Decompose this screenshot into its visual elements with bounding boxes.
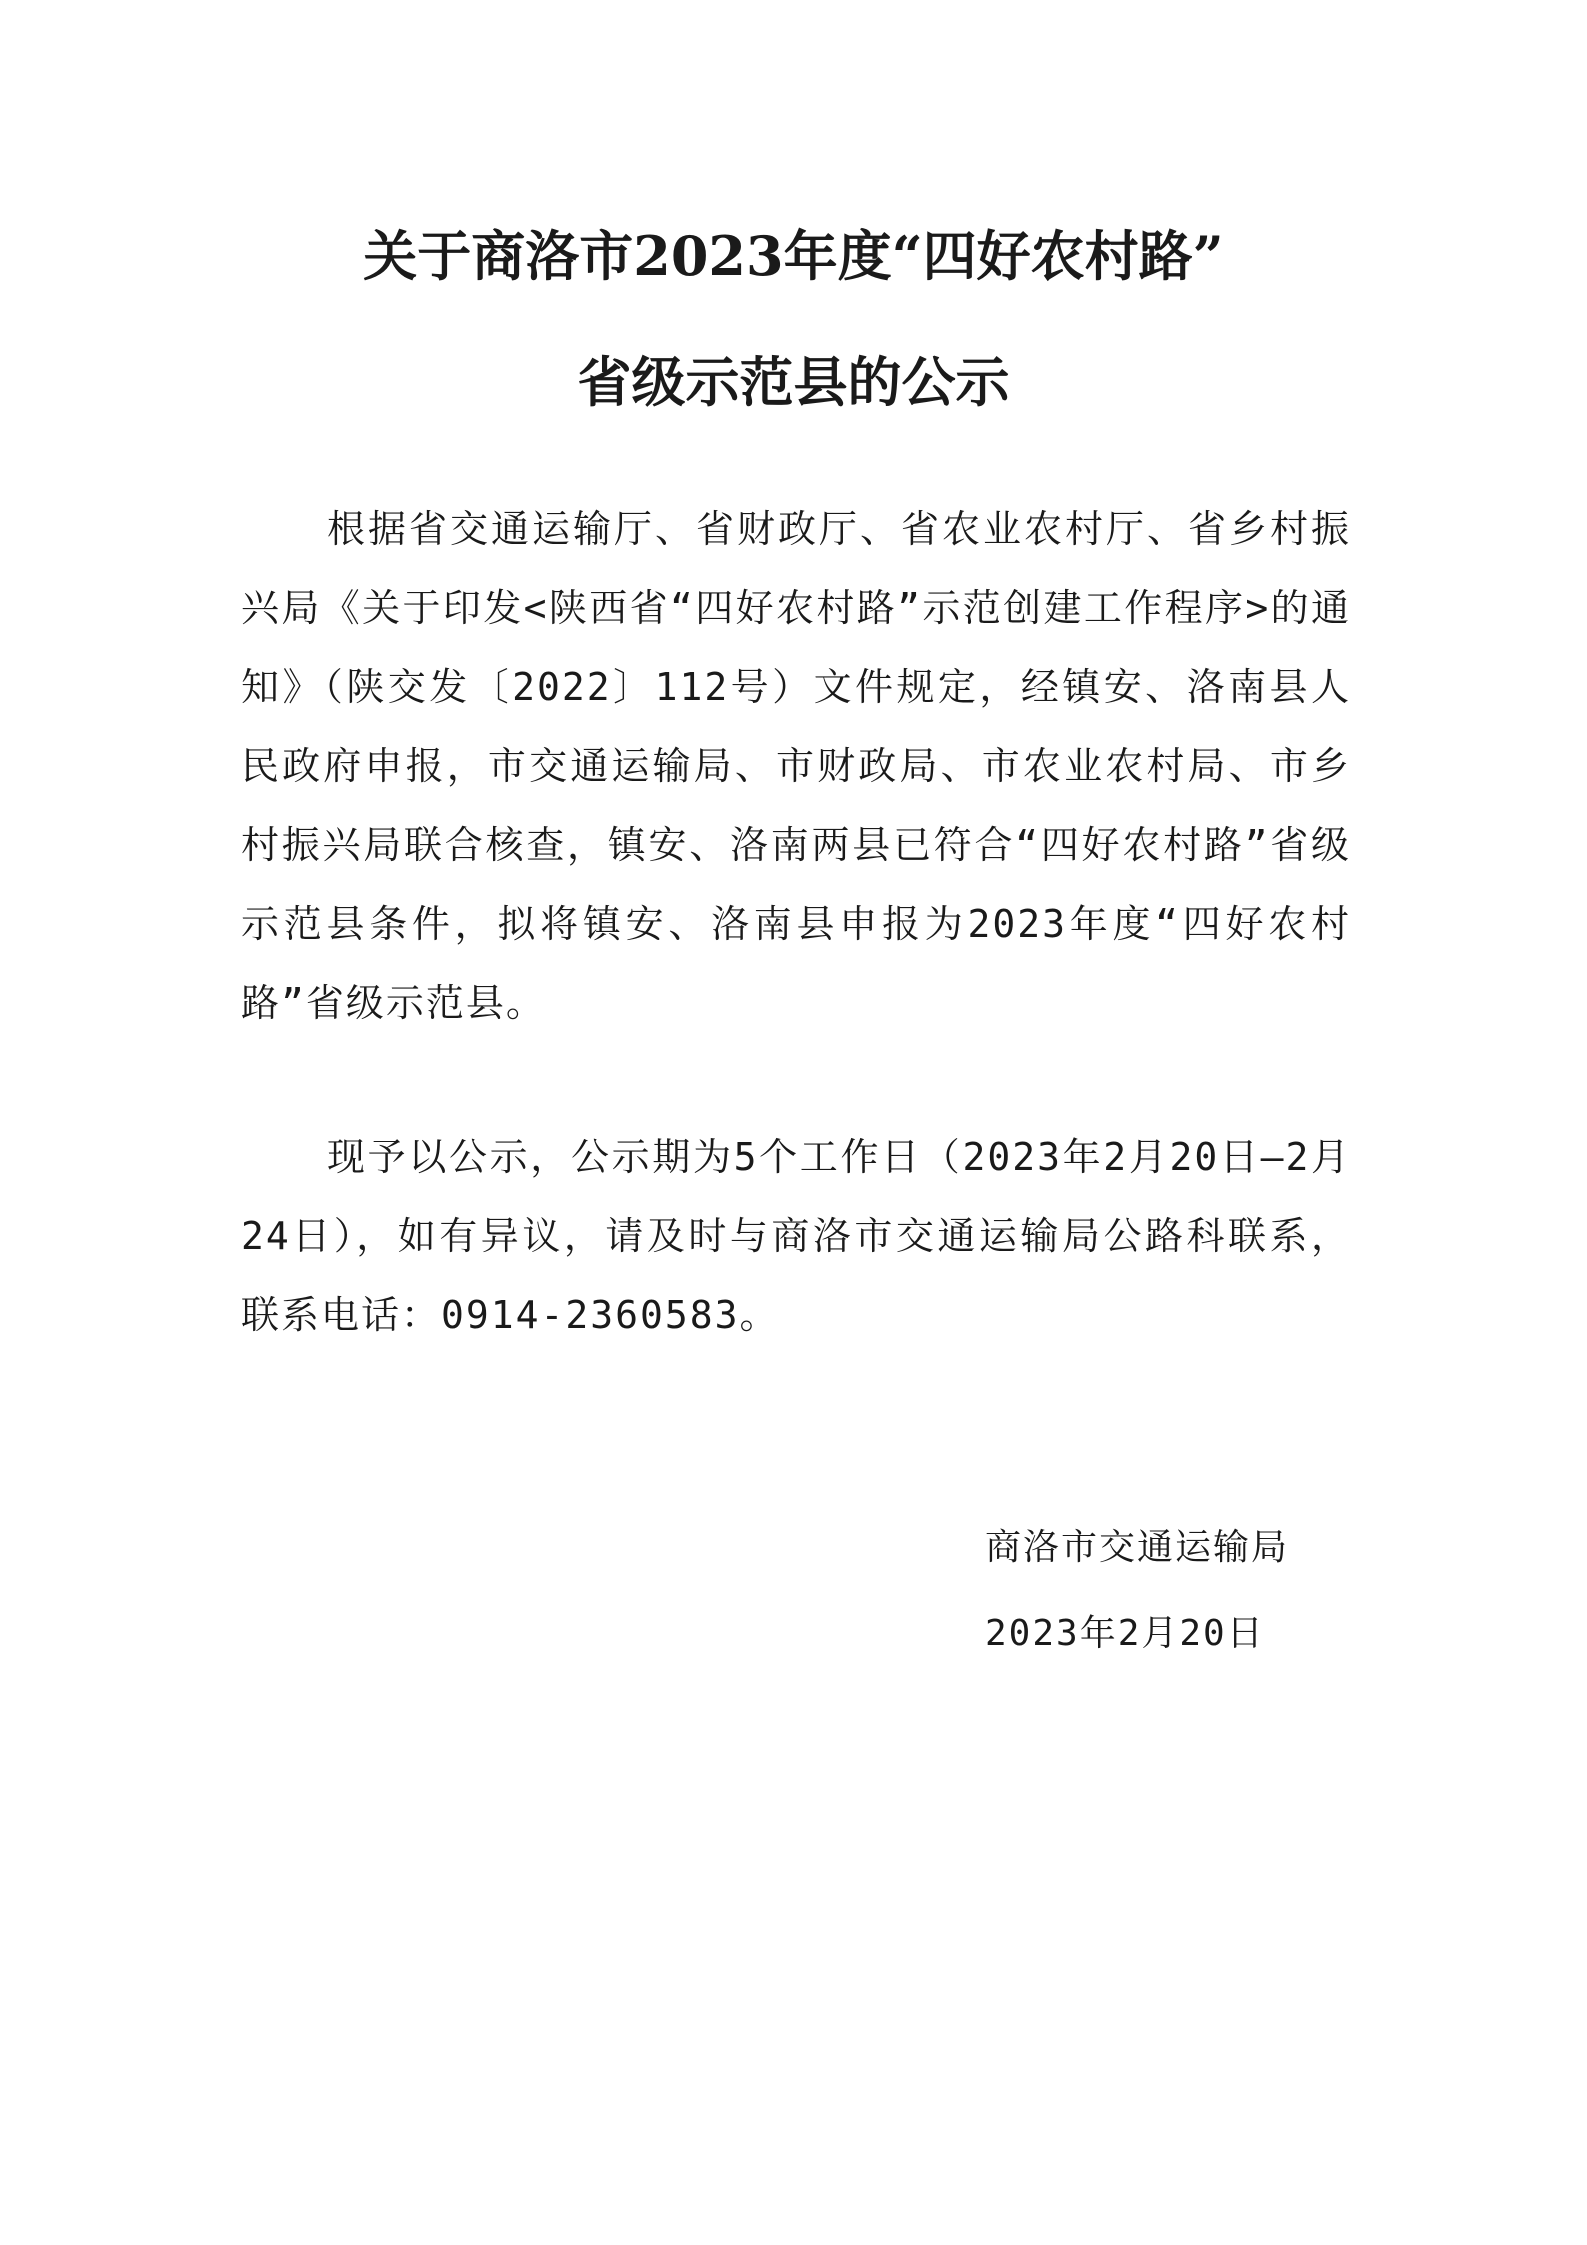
document-title-line-2: 省级示范县的公示 xyxy=(577,350,1010,414)
body-paragraph-1: 根据省交通运输厅、省财政厅、省农业农村厅、省乡村振兴局《关于印发<陕西省“四好农村路”示范创建工作程序>的通知》（陕交发〔2022〕112号）文件规定，经镇安、洛南县人民政府申报，市交通运输局、市财政局、市农业农村局、市乡村振兴局联合核查，镇安、洛南两县已符合“四好农村路”省级示范县条件，拟将镇安、洛南县申报为2023年度“四好农村路”省级示范县。 xyxy=(241,507,1351,1025)
signature-organization: 商洛市交通运输局 xyxy=(985,1527,1290,1568)
body-paragraph-2: 现予以公示，公示期为5个工作日（2023年2月20日—2月24日），如有异议，请及时与商洛市交通运输局公路科联系，联系电话：0914-2360583。 xyxy=(241,1135,1351,1337)
signature-date: 2023年2月20日 xyxy=(985,1613,1265,1654)
document-title-line-1: 关于商洛市2023年度“四好农村路” xyxy=(363,224,1224,288)
